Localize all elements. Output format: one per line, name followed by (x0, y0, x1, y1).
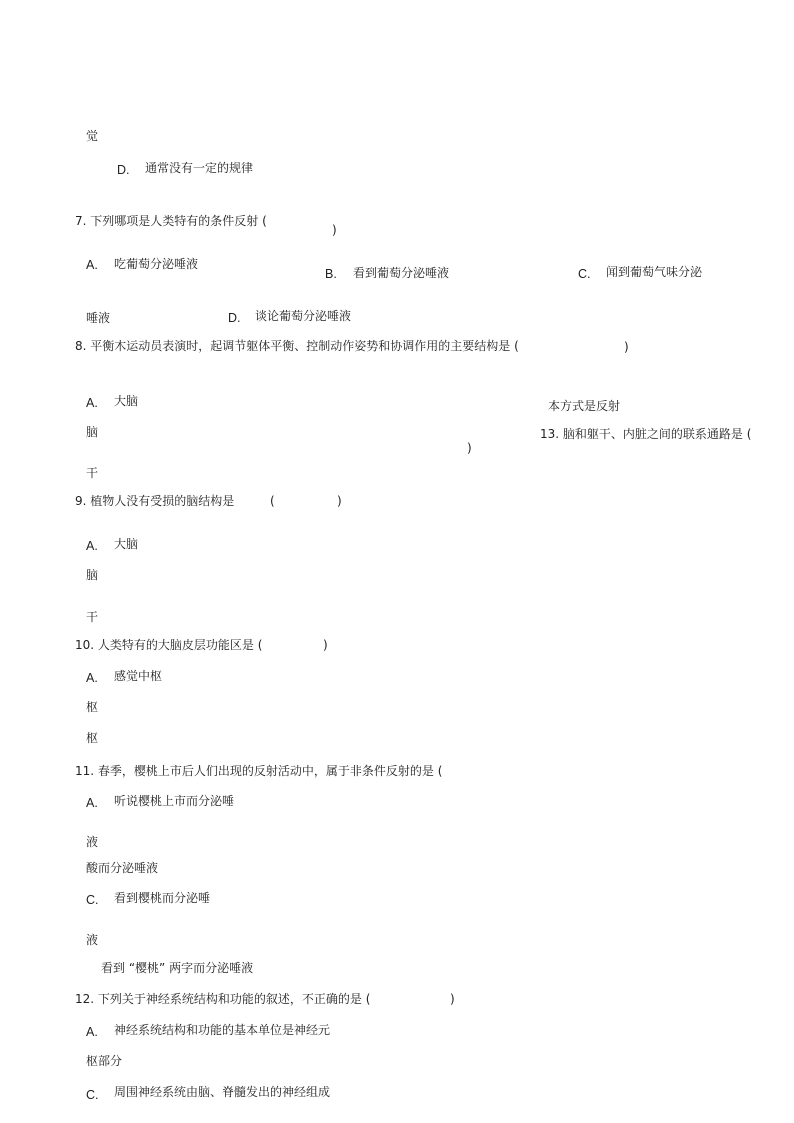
option-text: 大脑 (114, 537, 139, 551)
option-text: 感觉中枢 (114, 669, 163, 683)
text-line: 脑 (86, 425, 99, 439)
text-line: 枢 (86, 731, 99, 745)
question-11: 11. 春季，樱桃上市后人们出现的反射活动中，属于非条件反射的是 ( (75, 764, 443, 778)
text-line: 觉 (86, 129, 99, 143)
question-7: 7. 下列哪项是人类特有的条件反射 ( (75, 214, 267, 228)
text-line: 液 (86, 933, 99, 947)
bracket-close: ) (337, 494, 342, 508)
option-text: 神经系统结构和功能的基本单位是神经元 (114, 1023, 331, 1037)
text-line: 枢 (86, 700, 99, 714)
option-label-a: A. (86, 671, 98, 685)
option-text: 看到樱桃而分泌唾 (114, 891, 211, 905)
option-text: 看到 “樱桃” 两字而分泌唾液 (101, 961, 254, 975)
option-label-d: D. (228, 311, 241, 325)
option-label-a: A. (86, 796, 98, 810)
option-text: 大脑 (114, 394, 139, 408)
question-8: 8. 平衡木运动员表演时，起调节躯体平衡、控制动作姿势和协调作用的主要结构是 ( (75, 339, 519, 353)
bracket-close: ) (624, 340, 629, 354)
text-line: 干 (86, 610, 99, 624)
option-label-a: A. (86, 258, 98, 272)
question-12: 12. 下列关于神经系统结构和功能的叙述，不正确的是 ( (75, 992, 371, 1006)
option-text: 听说樱桃上市而分泌唾 (114, 794, 235, 808)
option-text: 闻到葡萄气味分泌 (606, 265, 703, 279)
text-line: 脑 (86, 568, 99, 582)
option-text: 看到葡萄分泌唾液 (353, 266, 450, 280)
option-label-a: A. (86, 539, 98, 553)
option-text: 周围神经系统由脑、脊髓发出的神经组成 (114, 1085, 331, 1099)
text-line: 唾液 (86, 311, 111, 325)
question-9: 9. 植物人没有受损的脑结构是 (75, 494, 235, 508)
option-text: 通常没有一定的规律 (145, 161, 254, 175)
bracket-close: ) (467, 441, 472, 455)
option-label-c: C. (86, 893, 99, 907)
option-label-c: C. (86, 1088, 99, 1102)
option-label-d: D. (117, 163, 130, 177)
option-label-b: B. (325, 267, 337, 281)
text-line: 酸而分泌唾液 (86, 861, 159, 875)
text-line: 液 (86, 835, 99, 849)
option-label-c: C. (578, 267, 591, 281)
bracket-close: ) (323, 638, 328, 652)
bracket-close: ) (450, 992, 455, 1006)
question-13: 13. 脑和躯干、内脏之间的联系通路是 ( (540, 427, 752, 441)
option-text: 吃葡萄分泌唾液 (114, 257, 199, 271)
text-fragment: 本方式是反射 (548, 399, 621, 413)
option-label-a: A. (86, 1025, 98, 1039)
option-label-a: A. (86, 396, 98, 410)
bracket-open: ( (270, 494, 275, 508)
bracket-close: ) (332, 223, 337, 237)
question-10: 10. 人类特有的大脑皮层功能区是 ( (75, 638, 263, 652)
text-line: 枢部分 (86, 1054, 123, 1068)
text-line: 干 (86, 466, 99, 480)
option-text: 谈论葡萄分泌唾液 (255, 309, 352, 323)
